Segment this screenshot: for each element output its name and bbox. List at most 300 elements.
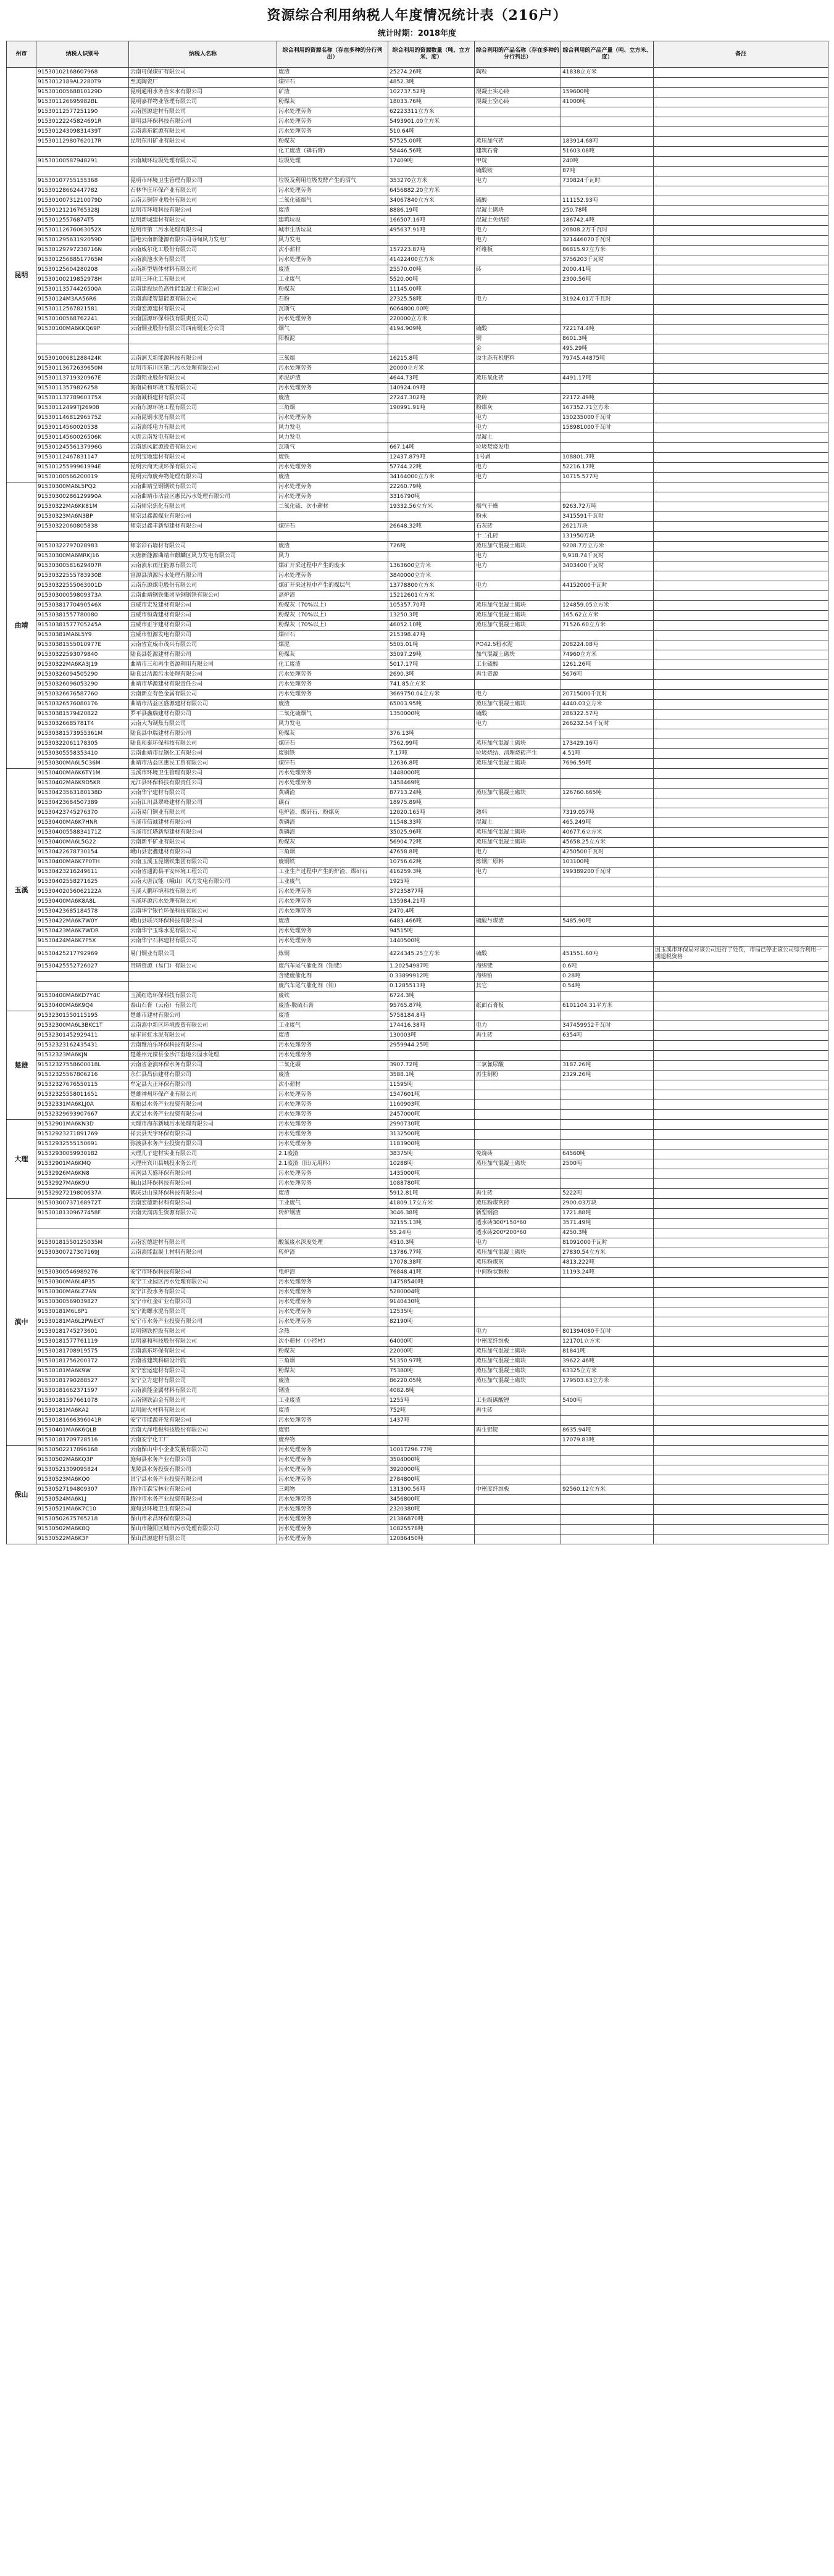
remark-cell <box>654 236 828 246</box>
amount-cell <box>388 552 475 561</box>
product-cell <box>475 255 561 265</box>
remark-cell <box>654 640 828 650</box>
product-cell: 电力 <box>475 581 561 591</box>
product-cell <box>475 1436 561 1446</box>
product-cell: 再生铝锭 <box>475 1426 561 1436</box>
product-cell <box>475 1386 561 1396</box>
resource-cell: 化工废渣（磷石膏） <box>277 147 388 157</box>
name-cell: 云南华宁银竹环保科技有限公司 <box>129 907 277 917</box>
name-cell: 安宁宏运建材有限公司 <box>129 1367 277 1377</box>
product-cell <box>475 1534 561 1544</box>
resource-cell <box>277 167 388 176</box>
remark-cell <box>654 962 828 972</box>
name-cell: 龙陵县水务投资有限公司 <box>129 1465 277 1475</box>
name-cell: 贵研资源（易门）有限公司 <box>129 962 277 972</box>
remark-cell <box>654 992 828 1001</box>
table-row <box>7 581 828 591</box>
amount-cell: 1547601吨 <box>388 1090 475 1100</box>
table-row <box>7 1367 828 1377</box>
output-cell: 159600吨 <box>561 88 654 97</box>
remark-cell <box>654 1179 828 1189</box>
remark-cell <box>654 818 828 828</box>
taxid-cell: 91530100568762241 <box>36 315 129 325</box>
output-cell <box>561 1080 654 1090</box>
amount-cell: 51350.97吨 <box>388 1357 475 1367</box>
output-cell: 3187.26吨 <box>561 1061 654 1071</box>
resource-cell: 风力 <box>277 552 388 561</box>
output-cell <box>561 729 654 739</box>
amount-cell: 41809.17立方米 <box>388 1199 475 1209</box>
resource-cell <box>277 1258 388 1268</box>
output-cell <box>561 937 654 946</box>
product-cell: 再生砖 <box>475 1189 561 1199</box>
table-row <box>7 394 828 404</box>
taxid-cell: 91530181709728516 <box>36 1436 129 1446</box>
remark-cell <box>654 1367 828 1377</box>
remark-cell <box>654 68 828 78</box>
amount-cell: 10288吨 <box>388 1159 475 1169</box>
amount-cell <box>388 167 475 176</box>
taxid-cell: 91530300727307169J <box>36 1248 129 1258</box>
amount-cell: 741.85立方米 <box>388 680 475 690</box>
remark-cell <box>654 285 828 295</box>
amount-cell: 65003.95吨 <box>388 700 475 710</box>
amount-cell: 353270立方米 <box>388 176 475 186</box>
amount-cell <box>388 344 475 354</box>
output-cell: 20808.2万千瓦时 <box>561 226 654 236</box>
table-row <box>7 1130 828 1140</box>
amount-cell: 38375吨 <box>388 1149 475 1159</box>
output-cell: 465.249吨 <box>561 818 654 828</box>
amount-cell: 21386870吨 <box>388 1515 475 1525</box>
name-cell: 鹤庆县山泉环保科技有限公司 <box>129 1189 277 1199</box>
city-cell: 楚雄 <box>7 1011 36 1120</box>
taxid-cell: 91530322555783930B <box>36 571 129 581</box>
product-cell <box>475 779 561 789</box>
product-cell <box>475 992 561 1001</box>
name-cell: 保山昌源建材有限公司 <box>129 1534 277 1544</box>
amount-cell: 47658.8吨 <box>388 848 475 858</box>
name-cell: 腾冲市水务产业投资有限公司 <box>129 1495 277 1505</box>
output-cell: 74960立方米 <box>561 650 654 660</box>
table-row <box>7 78 828 88</box>
output-cell <box>561 779 654 789</box>
output-cell: 31924.01万千瓦时 <box>561 295 654 305</box>
remark-cell <box>654 680 828 690</box>
output-cell: 71526.60立方米 <box>561 621 654 631</box>
table-row <box>7 650 828 660</box>
remark-cell <box>654 798 828 808</box>
output-cell <box>561 1525 654 1534</box>
name-cell: 大唐新能源曲靖市麒麟区风力发电有限公司 <box>129 552 277 561</box>
taxid-cell: 91530300737168972T <box>36 1199 129 1209</box>
taxid-cell: 91530112467831147 <box>36 453 129 463</box>
remark-cell <box>654 982 828 992</box>
taxid-cell: 91532901MA6KMQ <box>36 1159 129 1169</box>
amount-cell: 15212601立方米 <box>388 591 475 601</box>
output-cell: 3403400千瓦时 <box>561 561 654 571</box>
taxid-cell: 91532932555150691 <box>36 1140 129 1149</box>
remark-cell <box>654 147 828 157</box>
taxid-cell: 91530502MA6K8Q <box>36 1525 129 1534</box>
remark-cell <box>654 1534 828 1544</box>
remark-cell <box>654 1525 828 1534</box>
remark-cell <box>654 650 828 660</box>
name-cell: 云南东源环境工程有限公司 <box>129 404 277 413</box>
output-cell: 240吨 <box>561 157 654 167</box>
taxid-cell <box>36 334 129 344</box>
name-cell: 云南可保煤矿有限公司 <box>129 68 277 78</box>
output-cell: 111152.93吨 <box>561 196 654 206</box>
resource-cell: 污水处理劳务 <box>277 927 388 937</box>
product-cell: 蒸压加气混凝土砌块 <box>475 759 561 769</box>
table-row <box>7 1377 828 1386</box>
output-cell: 131950万块 <box>561 532 654 542</box>
resource-cell: 污水处理劳务 <box>277 1288 388 1298</box>
name-cell: 保山市隆阳区城市污水处理有限公司 <box>129 1525 277 1534</box>
resource-cell: 次小薪材（小径材） <box>277 1337 388 1347</box>
taxid-cell: 91530423216249611 <box>36 868 129 877</box>
name-cell: 南涧县天盛环保有限公司 <box>129 1169 277 1179</box>
amount-cell: 20000立方米 <box>388 364 475 374</box>
taxid-cell: 91530401MA6K6QLB <box>36 1426 129 1436</box>
output-cell: 4440.03立方米 <box>561 700 654 710</box>
output-cell: 186742.4吨 <box>561 216 654 226</box>
name-cell: 国电云南新能源有限公司寻甸风力发电厂 <box>129 236 277 246</box>
resource-cell: 粉煤灰 <box>277 285 388 295</box>
product-cell: 蒸压加气混凝土砌块 <box>475 621 561 631</box>
amount-cell: 416259.3吨 <box>388 868 475 877</box>
resource-cell: 污水处理劳务 <box>277 186 388 196</box>
output-cell: 3756203千瓦时 <box>561 255 654 265</box>
table-row <box>7 443 828 453</box>
amount-cell: 8886.19吨 <box>388 206 475 216</box>
amount-cell: 35025.96吨 <box>388 828 475 838</box>
resource-cell: 黄磷渣 <box>277 818 388 828</box>
product-cell: 蒸压加气混凝土砌块 <box>475 601 561 611</box>
product-cell: 混凝土砌块 <box>475 206 561 216</box>
table-row <box>7 285 828 295</box>
product-cell: 蒸压加气混凝土砌块 <box>475 1367 561 1377</box>
amount-cell: 18975.89吨 <box>388 798 475 808</box>
amount-cell: 5017.17吨 <box>388 660 475 670</box>
remark-cell <box>654 413 828 423</box>
amount-cell: 56904.72吨 <box>388 838 475 848</box>
table-row <box>7 473 828 482</box>
taxid-cell: 91530181M6L8P1 <box>36 1307 129 1317</box>
taxid-cell: 91530322797028983 <box>36 542 129 552</box>
product-cell <box>475 285 561 295</box>
taxid-cell: 91530125688517765M <box>36 255 129 265</box>
resource-cell: 废渣 <box>277 1011 388 1021</box>
table-row <box>7 246 828 255</box>
remark-cell <box>654 1228 828 1238</box>
output-cell <box>561 1278 654 1288</box>
name-cell: 牟定县大正环保有限公司 <box>129 1080 277 1090</box>
resource-cell: 废渣 <box>277 1377 388 1386</box>
product-cell: 原生态有机肥料 <box>475 354 561 364</box>
city-cell: 曲靖 <box>7 482 36 769</box>
name-cell: 云南曲靖钢铁集团呈钢钢铁有限公司 <box>129 591 277 601</box>
resource-cell: 酸氯废水深度处理 <box>277 1238 388 1248</box>
resource-cell: 污水处理劳务 <box>277 1179 388 1189</box>
name-cell: 元江县环保科技有限责任公司 <box>129 779 277 789</box>
resource-cell: 次小薪材 <box>277 246 388 255</box>
resource-cell: 污水处理劳务 <box>277 492 388 502</box>
remark-cell <box>654 621 828 631</box>
amount-cell: 190991.91吨 <box>388 404 475 413</box>
taxid-cell: 91530521MA6K7C10 <box>36 1505 129 1515</box>
name-cell: 陆良县中瑞建材有限公司 <box>129 729 277 739</box>
amount-cell: 94515吨 <box>388 927 475 937</box>
table-row <box>7 1436 828 1446</box>
name-cell: 海南尚和环境工程有限公司 <box>129 384 277 394</box>
amount-cell: 34164000立方米 <box>388 473 475 482</box>
product-cell <box>475 897 561 907</box>
name-cell: 昆明三环化工有限公司 <box>129 275 277 285</box>
product-cell <box>475 1495 561 1505</box>
amount-cell: 1448000吨 <box>388 769 475 779</box>
resource-cell: 高炉渣 <box>277 591 388 601</box>
amount-cell: 12020.165吨 <box>388 808 475 818</box>
name-cell <box>129 982 277 992</box>
taxid-cell: 91530181MA6K9W <box>36 1367 129 1377</box>
resource-cell: 三剩物 <box>277 1485 388 1495</box>
taxid-cell: 91530322060805838 <box>36 522 129 532</box>
amount-cell: 10825578吨 <box>388 1525 475 1534</box>
product-cell: 电力 <box>475 463 561 473</box>
table-row <box>7 561 828 571</box>
remark-cell <box>654 571 828 581</box>
output-cell <box>561 433 654 443</box>
amount-cell: 64000吨 <box>388 1337 475 1347</box>
output-cell <box>561 117 654 127</box>
output-cell <box>561 443 654 453</box>
output-cell: 63325立方米 <box>561 1367 654 1377</box>
amount-cell: 7562.99吨 <box>388 739 475 749</box>
taxid-cell: 91530400MA6K9Q4 <box>36 1001 129 1011</box>
name-cell: 云南华宁石林建材有限公司 <box>129 937 277 946</box>
name-cell: 宣威市正宇建材有限公司 <box>129 621 277 631</box>
product-cell: 新型钢渣 <box>475 1209 561 1219</box>
remark-cell <box>654 78 828 88</box>
remark-cell <box>654 137 828 147</box>
name-cell: 云南滇中新区环境投资有限公司 <box>129 1021 277 1031</box>
resource-cell: 废渣-脱硫石膏 <box>277 1001 388 1011</box>
remark-cell <box>654 1436 828 1446</box>
amount-cell: 752吨 <box>388 1406 475 1416</box>
name-cell: 宣威市恒森建材有限公司 <box>129 611 277 621</box>
city-cell: 昆明 <box>7 68 36 482</box>
amount-cell: 667.14吨 <box>388 443 475 453</box>
table-row <box>7 739 828 749</box>
product-cell <box>475 680 561 690</box>
resource-cell: 污水处理劳务 <box>277 1515 388 1525</box>
table-row <box>7 818 828 828</box>
table-row <box>7 196 828 206</box>
output-cell <box>561 1317 654 1327</box>
table-row <box>7 265 828 275</box>
taxid-cell: 91530300MA6L4P35 <box>36 1278 129 1288</box>
amount-cell: 5493901.00立方米 <box>388 117 475 127</box>
product-cell <box>475 1505 561 1515</box>
output-cell <box>561 992 654 1001</box>
resource-cell: 污水处理劳务 <box>277 127 388 137</box>
output-cell: 4250.3吨 <box>561 1228 654 1238</box>
table-row <box>7 117 828 127</box>
output-cell <box>561 305 654 315</box>
resource-cell: 转炉渣 <box>277 1248 388 1258</box>
output-cell <box>561 1386 654 1396</box>
amount-cell: 102737.52吨 <box>388 88 475 97</box>
amount-cell <box>388 1426 475 1436</box>
remark-cell <box>654 972 828 982</box>
amount-cell: 166507.16吨 <box>388 216 475 226</box>
table-row <box>7 631 828 640</box>
resource-cell: 三角烟 <box>277 404 388 413</box>
output-cell <box>561 78 654 88</box>
resource-cell: 矿渣 <box>277 88 388 97</box>
product-cell: 金 <box>475 344 561 354</box>
name-cell: 昆明通用水务自来水有限公司 <box>129 88 277 97</box>
table-row <box>7 1426 828 1436</box>
resource-cell: 风力发电 <box>277 719 388 729</box>
output-cell: 9263.72万吨 <box>561 502 654 512</box>
resource-cell: 污水处理劳务 <box>277 1495 388 1505</box>
product-cell <box>475 1179 561 1189</box>
resource-cell: 废渣 <box>277 473 388 482</box>
resource-cell: 阳极泥 <box>277 334 388 344</box>
name-cell: 玉溪环源污水处理有限公司 <box>129 897 277 907</box>
resource-cell: 废弃物 <box>277 1436 388 1446</box>
remark-cell <box>654 176 828 186</box>
statistics-table <box>6 41 828 1544</box>
remark-cell <box>654 1090 828 1100</box>
remark-cell <box>654 1515 828 1525</box>
product-cell <box>475 591 561 601</box>
name-cell: 永仁县昌信建材有限公司 <box>129 1071 277 1080</box>
taxid-cell: 9153012189AL2280T9 <box>36 78 129 88</box>
taxid-cell: 91530121216765328J <box>36 206 129 216</box>
amount-cell: 1437吨 <box>388 1416 475 1426</box>
resource-cell: 污水处理劳务 <box>277 1169 388 1179</box>
header-product: 综合利用的产品名称（存在多种的分行列出） <box>475 41 561 68</box>
taxid-cell: 91530524MA6KLJ <box>36 1495 129 1505</box>
amount-cell: 3132500吨 <box>388 1130 475 1140</box>
product-cell: 建筑石膏 <box>475 147 561 157</box>
name-cell: 陆良县乾源建材有限公司 <box>129 650 277 660</box>
table-row <box>7 877 828 887</box>
product-cell: 其它 <box>475 982 561 992</box>
remark-cell <box>654 433 828 443</box>
table-row <box>7 1080 828 1090</box>
resource-cell: 工业生产过程中产生的炉渣、煤矸石 <box>277 868 388 877</box>
output-cell <box>561 571 654 581</box>
output-cell <box>561 1110 654 1120</box>
table-row <box>7 611 828 621</box>
table-row <box>7 887 828 897</box>
output-cell <box>561 1505 654 1515</box>
name-cell: 云南昆钢水泥有限公司 <box>129 413 277 423</box>
taxid-cell: 91530381MA6L5Y9 <box>36 631 129 640</box>
resource-cell: 二氧化硫、次小薪材 <box>277 502 388 512</box>
resource-cell: 垃圾处理 <box>277 157 388 167</box>
resource-cell: 污水处理劳务 <box>277 937 388 946</box>
output-cell: 81091000千瓦时 <box>561 1238 654 1248</box>
taxid-cell: 91532325558011651 <box>36 1090 129 1100</box>
taxid-cell: 91530425552726027 <box>36 962 129 972</box>
resource-cell: 粉煤灰 <box>277 729 388 739</box>
remark-cell <box>654 1456 828 1465</box>
amount-cell: 57525.00吨 <box>388 137 475 147</box>
remark-cell <box>654 897 828 907</box>
amount-cell: 19332.56立方米 <box>388 502 475 512</box>
resource-cell: 二氧化碳 <box>277 1061 388 1071</box>
amount-cell: 1925吨 <box>388 877 475 887</box>
name-cell: 云南宏德新材料有限公司 <box>129 1199 277 1209</box>
taxid-cell: 91530424MA6K7P5X <box>36 937 129 946</box>
amount-cell <box>388 334 475 344</box>
table-row <box>7 927 828 937</box>
name-cell: 云南东源煤电股份有限公司 <box>129 581 277 591</box>
table-row <box>7 1179 828 1189</box>
name-cell: 云南滇东环保有限公司 <box>129 1347 277 1357</box>
header-resource: 综合利用的资源名称（存在多种的分行列出） <box>277 41 388 68</box>
remark-cell <box>654 1061 828 1071</box>
resource-cell: 污水处理劳务 <box>277 1525 388 1534</box>
header-taxid: 纳税人识别号 <box>36 41 129 68</box>
table-row <box>7 1071 828 1080</box>
product-cell: 蒸压粉煤灰 <box>475 1258 561 1268</box>
remark-cell <box>654 1248 828 1258</box>
amount-cell: 18033.76吨 <box>388 97 475 107</box>
product-cell: 加气混凝土砌块 <box>475 650 561 660</box>
taxid-cell: 91532325567806216 <box>36 1071 129 1080</box>
taxid-cell: 91532331MA6KLJ0A <box>36 1100 129 1110</box>
output-cell <box>561 482 654 492</box>
output-cell: 1261.26吨 <box>561 660 654 670</box>
remark-cell <box>654 868 828 877</box>
name-cell: 云南华宁建材有限公司 <box>129 789 277 798</box>
product-cell: 再生资源 <box>475 670 561 680</box>
name-cell: 巍山县环保科技有限公司 <box>129 1179 277 1189</box>
product-cell: 陶粒 <box>475 68 561 78</box>
remark-cell <box>654 700 828 710</box>
product-cell <box>475 937 561 946</box>
table-row <box>7 334 828 344</box>
product-cell: 电力 <box>475 561 561 571</box>
resource-cell: 烟气 <box>277 325 388 334</box>
taxid-cell: 91532327558600018L <box>36 1061 129 1071</box>
product-cell: 石灰砖 <box>475 522 561 532</box>
output-cell <box>561 285 654 295</box>
resource-cell: 污水处理劳务 <box>277 1534 388 1544</box>
product-cell: 再生砖 <box>475 1406 561 1416</box>
product-cell <box>475 1041 561 1051</box>
remark-cell <box>654 167 828 176</box>
product-cell: 中间粉状颗粒 <box>475 1268 561 1278</box>
remark-cell <box>654 216 828 226</box>
taxid-cell: 91530112499TJ26908 <box>36 404 129 413</box>
remark-cell <box>654 1426 828 1436</box>
remark-cell <box>654 1465 828 1475</box>
taxid-cell: 91530322555063001D <box>36 581 129 591</box>
remark-cell <box>654 295 828 305</box>
table-row <box>7 127 828 137</box>
name-cell: 昆明嘉祥物业管理有限公司 <box>129 97 277 107</box>
table-row <box>7 640 828 650</box>
taxid-cell: 91530423563180138D <box>36 789 129 798</box>
